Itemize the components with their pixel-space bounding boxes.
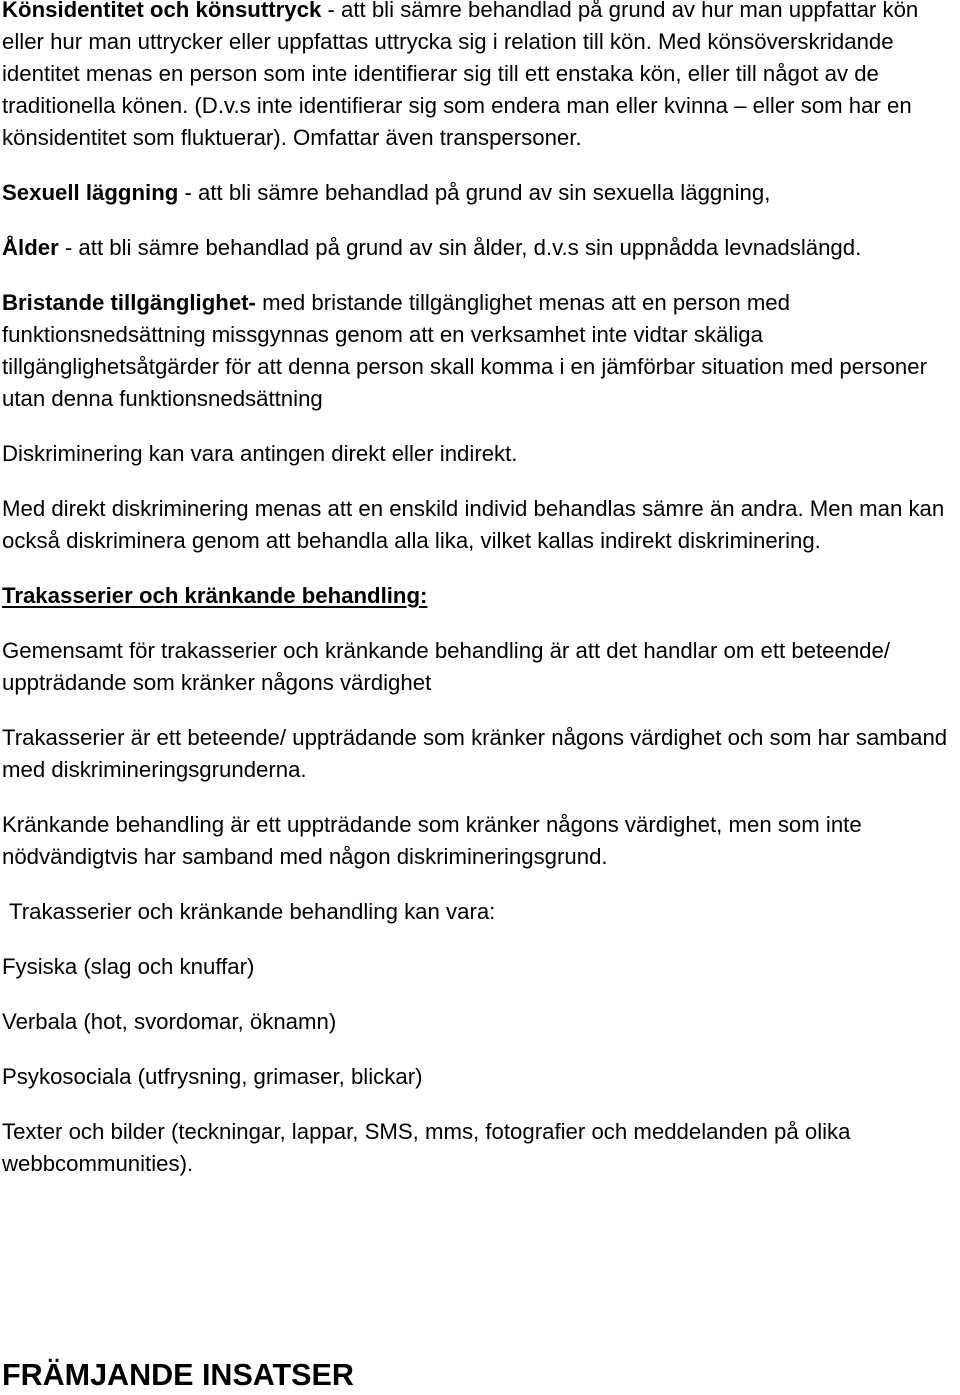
paragraph-kan-vara: Trakasserier och kränkande behandling kan vara: — [9, 899, 496, 924]
paragraph-direkt-diskriminering: Med direkt diskriminering menas att en enskild individ behandlas sämre än andra. Men man kan också diskriminera genom att behandla alla lika, vilket kallas indirekt diskriminering. — [2, 496, 945, 553]
heading-framjande-insatser: FRÄMJANDE INSATSER — [2, 1358, 354, 1392]
list-item: Verbala (hot, svordomar, öknamn) — [2, 1009, 337, 1034]
paragraph-bristande-tillganglighet — [2, 287, 958, 415]
definition-konsidentitet: - att bli sämre behandlad på grund av hur man uppfattar kön eller hur man uttrycker eller uppfattas uttrycka sig i relation till kön. Med könsöverskridande identitet menas en person som inte identifierar sig till ett enstaka kön, eller till något av de traditionella könen. (D.v.s inte identifierar sig som endera man eller kvinna – eller som har en könsidentitet som fluktuerar). Omfattar även transpersoner. — [2, 0, 919, 150]
definition-sexuell-laggning: - att bli sämre behandlad på grund av sin sexuella läggning, — [178, 180, 771, 205]
definition-alder: - att bli sämre behandlad på grund av sin ålder, d.v.s sin uppnådda levnadslängd. — [58, 235, 862, 260]
document-body — [2, 0, 958, 1180]
paragraph-trakasserier: Trakasserier är ett beteende/ uppträdande som kränker någons värdighet och som har samband med diskrimineringsgrunderna. — [2, 725, 948, 782]
paragraph-alder — [2, 232, 958, 264]
paragraph-konsidentitet — [2, 0, 958, 154]
heading-trakasserier-text: Trakasserier och kränkande behandling: — [2, 583, 428, 608]
term-alder: Ålder — [2, 235, 59, 260]
list-item: Texter och bilder (teckningar, lappar, SMS, mms, fotografier och meddelanden på olika webbcommunities). — [2, 1119, 851, 1176]
term-konsidentitet: Könsidentitet och könsuttryck — [2, 0, 322, 22]
definition-bristande-tillganglighet: med bristande tillgänglighet menas att en person med funktionsnedsättning missgynnas genom att en verksamhet inte vidtar skäliga tillgänglighetsåtgärder för att denna person skall komma i en jämförbar situation med personer utan denna funktionsnedsättning — [2, 290, 927, 411]
paragraph-sexuell-laggning — [2, 177, 958, 209]
heading-trakasserier — [2, 580, 958, 612]
paragraph-direkt-indirekt: Diskriminering kan vara antingen direkt eller indirekt. — [2, 441, 518, 466]
paragraph-krankande-behandling: Kränkande behandling är ett uppträdande som kränker någons värdighet, men som inte nödvändigtvis har samband med någon diskrimineringsgrund. — [2, 812, 862, 869]
list-item: Psykosociala (utfrysning, grimaser, blickar) — [2, 1064, 423, 1089]
list-item: Fysiska (slag och knuffar) — [2, 954, 255, 979]
term-bristande-tillganglighet: Bristande tillgänglighet- — [2, 290, 256, 315]
term-sexuell-laggning: Sexuell läggning — [2, 180, 179, 205]
paragraph-gemensamt: Gemensamt för trakasserier och kränkande behandling är att det handlar om ett beteende/ uppträdande som kränker någons värdighet — [2, 638, 891, 695]
